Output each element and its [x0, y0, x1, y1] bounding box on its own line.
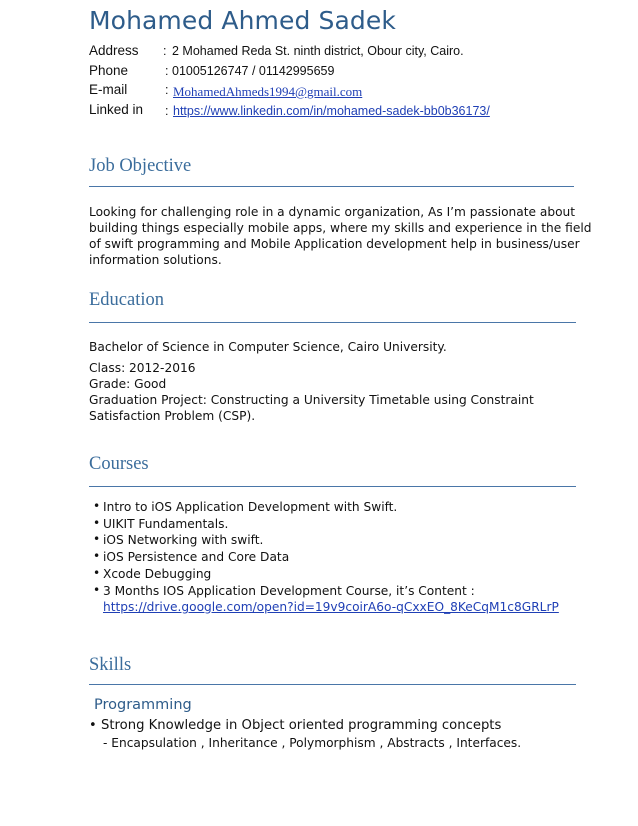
objective-line: Looking for challenging role in a dynamic organization, As I’m passionate about: [89, 205, 576, 219]
education-line: Grade: Good: [89, 377, 167, 391]
education-details: [89, 360, 534, 424]
objective-line: of swift programming and Mobile Application development help in business/user: [89, 237, 580, 251]
course-item: iOS Networking with swift.: [103, 533, 264, 547]
course-content-link[interactable]: https://drive.google.com/open?id=19v9coirA6o-qCxxEO_8KeCqM1c8GRLrP: [103, 600, 559, 614]
courses-heading: Courses: [89, 454, 149, 474]
address-sep: :: [163, 44, 167, 58]
education-line: Satisfaction Problem (CSP).: [89, 409, 256, 423]
linkedin-label: Linked in: [89, 102, 144, 117]
bullet-icon: •: [93, 549, 101, 563]
courses-divider: [89, 486, 576, 487]
education-line: Class: 2012-2016: [89, 361, 196, 375]
skill-item: Strong Knowledge in Object oriented programming concepts: [101, 718, 502, 733]
course-item: Xcode Debugging: [103, 567, 212, 581]
bullet-icon: •: [89, 718, 97, 733]
bullet-icon: •: [93, 516, 101, 530]
objective-line: information solutions.: [89, 253, 222, 267]
education-line: Graduation Project: Constructing a University Timetable using Constraint: [89, 393, 534, 407]
education-divider: [89, 322, 576, 323]
bullet-icon: •: [93, 583, 101, 597]
address-value: 2 Mohamed Reda St. ninth district, Obour city, Cairo.: [172, 44, 464, 58]
email-link[interactable]: MohamedAhmeds1994@gmail.com: [173, 84, 363, 99]
objective-line: building things especially mobile apps, where my skills and experience in the field: [89, 221, 592, 235]
phone-sep: :: [165, 64, 169, 78]
linkedin-link[interactable]: https://www.linkedin.com/in/mohamed-sadek-bb0b36173/: [173, 104, 490, 118]
education-degree: Bachelor of Science in Computer Science, Cairo University.: [89, 340, 447, 354]
course-item: iOS Persistence and Core Data: [103, 550, 290, 564]
skill-detail: - Encapsulation , Inheritance , Polymorphism , Abstracts , Interfaces.: [103, 736, 522, 750]
linkedin-sep: :: [165, 104, 169, 118]
course-item: UIKIT Fundamentals.: [103, 517, 229, 531]
objective-divider: [89, 186, 574, 187]
skills-divider: [89, 684, 576, 685]
objective-text: [89, 204, 591, 268]
course-item: 3 Months IOS Application Development Course, it’s Content :: [103, 584, 475, 598]
phone-value: 01005126747 / 01142995659: [172, 64, 335, 78]
objective-heading: Job Objective: [89, 156, 192, 176]
email-label: E-mail: [89, 82, 128, 97]
course-item: Intro to iOS Application Development with Swift.: [103, 500, 398, 514]
programming-subheading: Programming: [94, 697, 192, 713]
candidate-name: Mohamed Ahmed Sadek: [89, 6, 396, 35]
education-heading: Education: [89, 290, 165, 310]
bullet-icon: •: [93, 499, 101, 513]
bullet-icon: •: [93, 566, 101, 580]
skills-heading: Skills: [89, 655, 132, 675]
phone-label: Phone: [89, 63, 129, 78]
email-sep: :: [165, 83, 169, 97]
address-label: Address: [89, 43, 139, 58]
bullet-icon: •: [93, 532, 101, 546]
